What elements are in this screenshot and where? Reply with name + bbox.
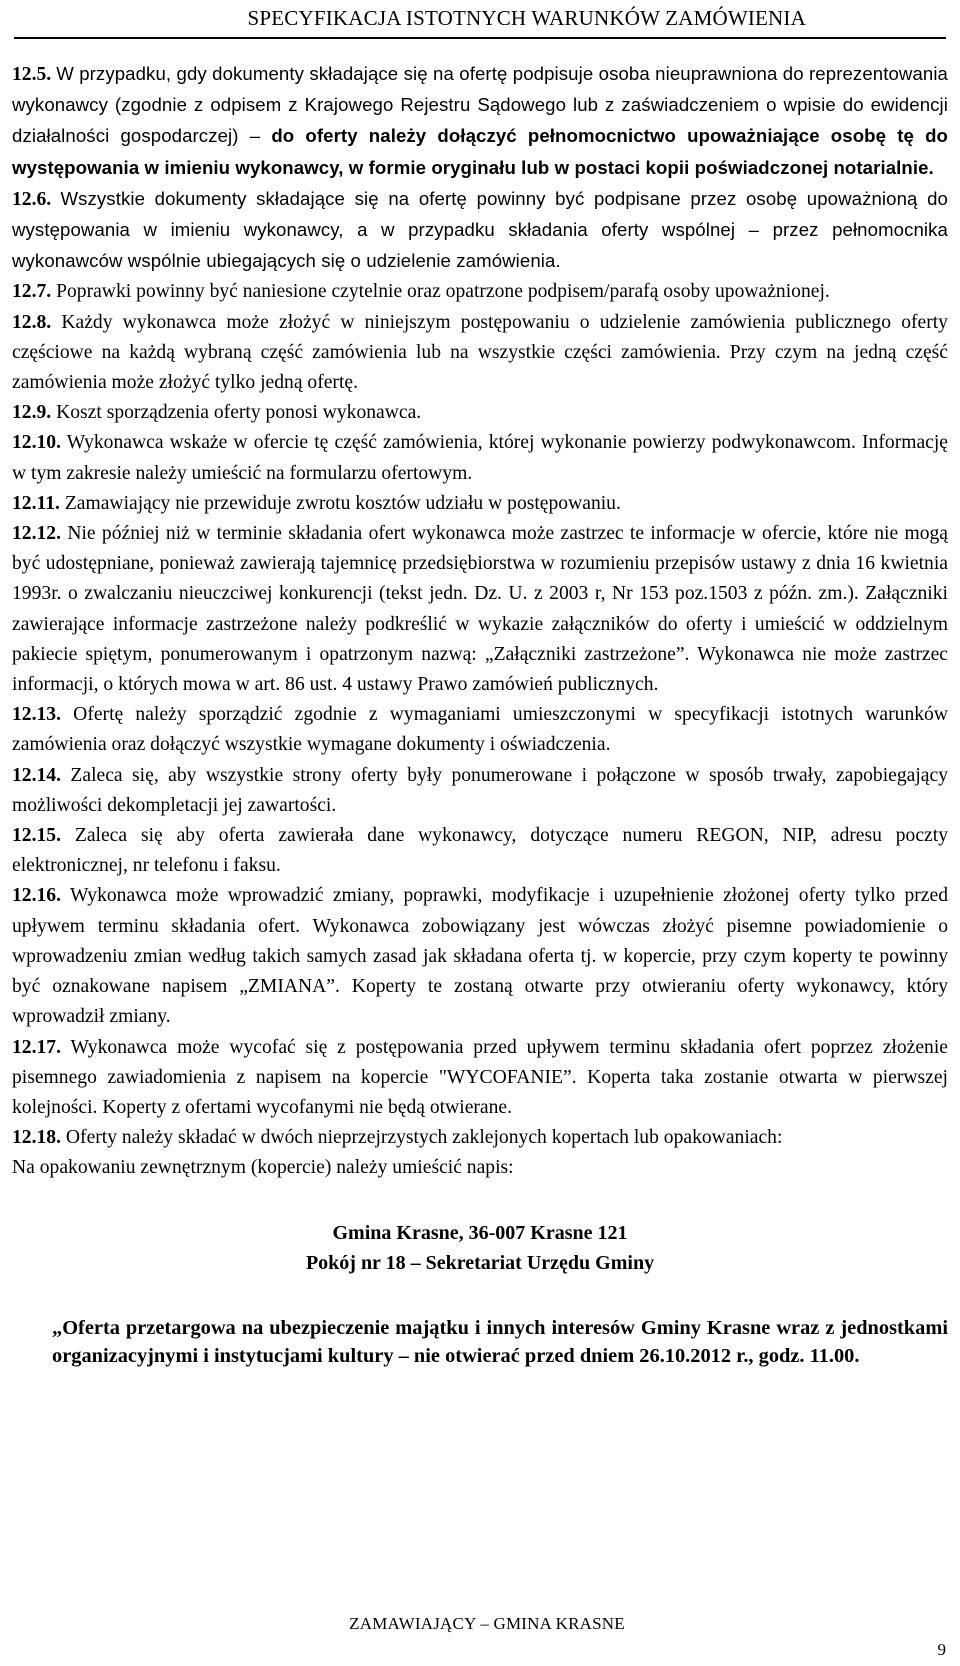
section-text: Wszystkie dokumenty składające się na ofertę powinny być podpisane przez osobę upoważnioną do występowania w imieniu wykonawcy, a w przypadku składania oferty wspólnej – przez pełnomocnika wykonawców wspólnie ubiegających się o udzielenie zamówienia. <box>12 187 948 272</box>
address-line-2: Pokój nr 18 – Sekretariat Urzędu Gminy <box>305 1251 655 1274</box>
section-text: Każdy wykonawca może złożyć w niniejszym postępowaniu o udzielenie zamówienia publicznego oferty częściowe na każdą wybraną część zamówienia lub na wszystkie części zamówienia. Przy czym na jedną część zamówienia może złożyć tylko jedną ofertę. <box>12 311 948 394</box>
section-12-16 <box>12 881 948 1032</box>
section-number: 12.15. <box>12 825 61 847</box>
section-12-5 <box>12 59 948 184</box>
section-number: 12.12. <box>12 523 61 545</box>
section-12-9 <box>12 398 948 428</box>
section-text-regular: W przypadku, gdy dokumenty składające się na ofertę podpisuje osoba nieuprawniona do reprezentowania wykonawcy (zgodnie z odpisem z Krajowego Rejestru Sądowego lub z zaświadczeniem o wpisie do ewidencji działalności gospodarczej) – <box>12 63 948 147</box>
section-number: 12.5. <box>12 64 52 85</box>
section-text: Nie później niż w terminie składania ofert wykonawca może zastrzec te informacje w ofercie, które nie mogą być udostępniane, ponieważ zawierają tajemnicę przedsiębiorstwa w rozumieniu przepisów ustawy z dnia 16 kwietnia 1993r. o zwalczaniu nieuczciwej konkurencji (tekst jedn. Dz. U. z 2003 r, Nr 153 poz.1503 z późn. zm.). Załączniki zawierające informacje zastrzeżone należy podkreślić w wykazie załączników do oferty i umieścić w oddzielnym pakiecie spiętym, ponumerowanym i opatrzonym nazwą: „Załączniki zastrzeżone”. Wykonawca nie może zastrzec informacji, o których mowa w art. 86 ust. 4 ustawy Prawo zamówień publicznych. <box>12 523 948 696</box>
section-12-10 <box>12 428 948 488</box>
section-text: Zaleca się, aby wszystkie strony oferty były ponumerowane i połączone w sposób trwały, zapobiegający możliwości dekompletacji jej zawartości. <box>12 764 948 816</box>
section-12-11 <box>12 489 948 519</box>
document-body <box>12 59 948 1370</box>
section-12-6 <box>12 184 948 278</box>
section-number: 12.8. <box>12 311 52 333</box>
section-text: Zamawiający nie przewiduje zwrotu kosztów udziału w postępowaniu. <box>64 492 621 514</box>
section-number: 12.17. <box>12 1036 61 1058</box>
section-number: 12.9. <box>12 402 52 424</box>
section-number: 12.18. <box>12 1127 61 1149</box>
section-12-17 <box>12 1033 948 1124</box>
section-text: Koszt sporządzenia oferty ponosi wykonawca. <box>56 402 422 424</box>
section-number: 12.16. <box>12 885 61 907</box>
section-12-13 <box>12 700 948 760</box>
section-number: 12.7. <box>12 281 52 303</box>
section-number: 12.14. <box>12 764 61 786</box>
section-text <box>12 63 948 178</box>
section-number: 12.13. <box>12 704 61 726</box>
section-number: 12.6. <box>12 188 52 210</box>
section-12-15 <box>12 821 948 881</box>
section-text: Oferty należy składać w dwóch nieprzejrzystych zaklejonych kopertach lub opakowaniach: <box>65 1127 783 1149</box>
section-number: 12.10. <box>12 432 61 454</box>
section-text: Wykonawca może wprowadzić zmiany, poprawki, modyfikacje i uzupełnienie złożonej oferty tylko przed upływem terminu składania ofert. Wykonawca zobowiązany jest wówczas złożyć pisemne powiadomienie o wprowadzeniu zmian według takich samych zasad jak składana oferta tj. w kopercie, przy czym koperty te powinny być oznakowane napisem „ZMIANA”. Koperty te zostaną otwarte przy otwieraniu oferty wykonawcy, który wprowadził zmiany. <box>12 885 948 1028</box>
section-text: Ofertę należy sporządzić zgodnie z wymaganiami umieszczonymi w specyfikacji istotnych warunków zamówienia oraz dołączyć wszystkie wymagane dokumenty i oświadczenia. <box>12 704 948 756</box>
section-text: Wykonawca może wycofać się z postępowania przed upływem terminu składania ofert poprzez złożenie pisemnego zawiadomienia z napisem na kopercie "WYCOFANIE”. Koperta taka zostanie otwarta w pierwszej kolejności. Koperty z ofertami wycofanymi nie będą otwierane. <box>12 1036 948 1118</box>
section-12-8 <box>12 308 948 399</box>
section-text: Zaleca się aby oferta zawierała dane wykonawcy, dotyczące numeru REGON, NIP, adresu poczty elektronicznej, nr telefonu i faksu. <box>12 825 948 877</box>
document-footer: ZAMAWIAJĄCY – GMINA KRASNE <box>349 1614 625 1633</box>
envelope-intro: Na opakowaniu zewnętrznym (kopercie) należy umieścić napis: <box>12 1157 514 1179</box>
section-12-14 <box>12 761 948 821</box>
section-12-18 <box>12 1123 948 1153</box>
offer-envelope-note: „Oferta przetargowa na ubezpieczenie majątku i innych interesów Gminy Krasne wraz z jednostkami organizacyjnymi i instytucjami kultury – nie otwierać przed dniem 26.10.2012 r., godz. 11.00. <box>52 1316 948 1367</box>
section-text-bold: do oferty należy dołączyć pełnomocnictwo upoważniające osobę tę do występowania w imieniu wykonawcy, w formie oryginału lub w postaci kopii poświadczonej notarialnie. <box>12 125 949 178</box>
section-number: 12.11. <box>12 492 60 514</box>
page-number: 9 <box>937 1640 946 1659</box>
section-text: Poprawki powinny być naniesione czytelnie oraz opatrzone podpisem/parafą osoby upoważnionej. <box>56 281 830 303</box>
address-line-1: Gmina Krasne, 36-007 Krasne 121 <box>332 1221 628 1244</box>
section-text: Wykonawca wskaże w ofercie tę część zamówienia, której wykonanie powierzy podwykonawcom. Informację w tym zakresie należy umieścić na formularzu ofertowym. <box>12 432 948 484</box>
section-12-12 <box>12 519 948 700</box>
header-rule <box>14 37 946 39</box>
section-12-7 <box>12 277 948 307</box>
document-header: SPECYFIKACJA ISTOTNYCH WARUNKÓW ZAMÓWIENIA <box>247 6 806 30</box>
